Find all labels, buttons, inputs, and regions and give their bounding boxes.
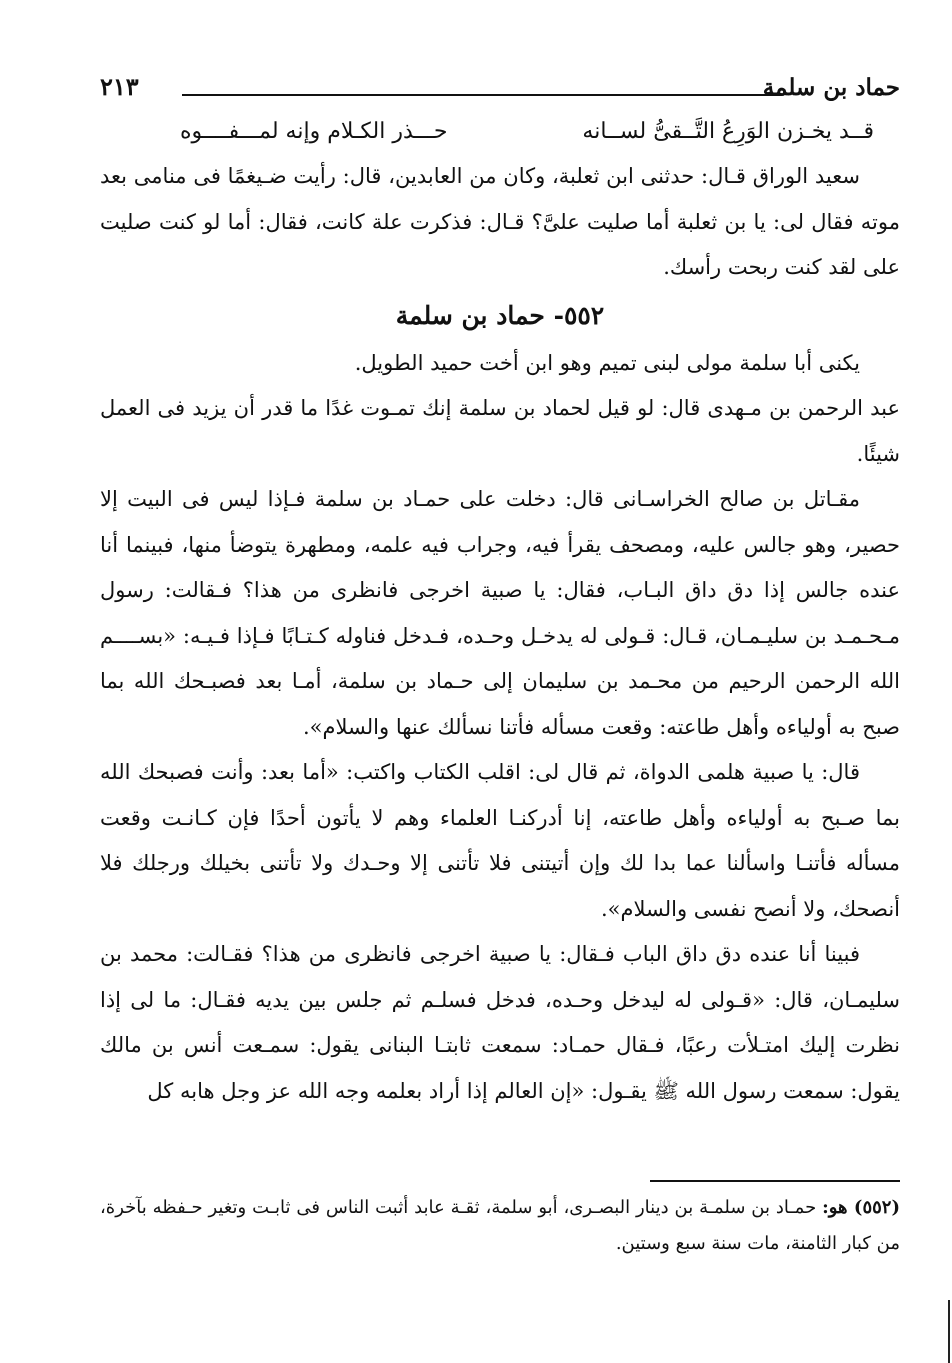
footnote-area (100, 1190, 900, 1262)
paragraph-3: مقـاتل بن صالح الخراسـانى قال: دخلت على حمـاد بن سلمة فـإذا ليس فى البيت إلا حصير، وهو جالس عليه، ومصحف يقرأ فيه، وجراب فيه علمه، ومطهرة يتوضأ منها، فبينما أنا عنده جالس إذا دق داق البـاب، فقال: يا صبية اخرجى فانظرى من هذا؟ فـقالت: رسول مـحـمـد بن سليـمـان، قـال: قـولى له يدخـل وحـده، فـدخل فناوله كـتـابًا فـإذا فـيـه: «بســــم الله الرحمن الرحيم من محـمد بن سليمان إلى حـماد بن سلمة، أمـا بعد فصبـحك الله بما صبح به أولياءه وأهل طاعته: وقعت مسأله فأتنا نسألك عنها والسلام». (100, 487, 900, 739)
page-body (100, 70, 900, 1114)
poetry-verse (100, 110, 900, 154)
footnote-text: حمـاد بن سلمـة بن دينار البصـرى، أبو سلمة، ثقـة عابد أثبت الناس فى ثابـت وتغير حـفظه بآخرة، من كبار الثامنة، مات سنة سبع وستين. (100, 1197, 900, 1254)
footnote-rule (650, 1180, 900, 1182)
page-edge-line (948, 1300, 950, 1363)
page-number: ٢١٣ (100, 72, 139, 101)
header-rule (182, 94, 782, 96)
paragraph-top-1: سعيد الوراق قـال: حدثنى ابن ثعلبة، وكان من العابدين، قال: رأيت ضـيغمًا فى منامى بعد موته فقال لى: يا بن ثعلبة أما صليت علىَّ؟ قـال: فذكرت علة كانت، فقال: أما لو كنت صليت على لقد كنت ربحت رأسك. (100, 164, 900, 279)
running-header (100, 70, 900, 110)
paragraph-4: قال: يا صبية هلمى الدواة، ثم قال لى: اقلب الكتاب واكتب: «أما بعد: وأنت فصبحك الله بما صـبح به أولياءه وأهل طاعته، إنا أدركنـا العلماء وهم لا يأتون أحدًا فإن كـانـت وقعت مسأله فأتنـا واسألنا عما بدا لك وإن أتيتنى فلا تأتنى إلا وحـدك ولا تأتنى بخيلك ورجلك فلا أنصحك، ولا أنصح نفسى والسلام». (100, 760, 900, 921)
running-title: حماد بن سلمة (762, 74, 900, 101)
footnote (100, 1190, 900, 1262)
section-heading: ٥٥٢- حماد بن سلمة (395, 300, 605, 330)
paragraph-1: يكنى أبا سلمة مولى لبنى تميم وهو ابن أخت حميد الطويل. (354, 350, 860, 375)
paragraph-5: فبينا أنا عنده دق داق الباب فـقال: يا صبية اخرجى فانظرى من هذا؟ فقـالت: محمد بن سليمـان، قال: «قـولى له ليدخل وحـده، فدخل فسلـم ثم جلس بين يديه فقـال: ما لى إذا نظرت إليك امتـلأت رعبًا، فـقال حمـاد: سمعت ثابتـا البنانى يقول: سمـعت أنس بن مالك يقول: سمعت رسول الله ﷺ يقـول: «إن العالم إذا أراد بعلمه وجه الله عز وجل هابه كل (100, 942, 900, 1103)
verse-hemistich-first: قــد يخـزن الوَرِعُ التَّــقىُّ لســانه (582, 119, 874, 144)
verse-hemistich-second: حـــذر الكـلام وإنه لمـــفــــوه (180, 119, 448, 144)
paragraph-2: عبد الرحمن بن مـهدى قال: لو قيل لحماد بن سلمة إنك تمـوت غدًا ما قدر أن يزيد فى العمل شيئًا. (100, 396, 900, 466)
footnote-label: (٥٥٢) هو: (822, 1197, 900, 1218)
